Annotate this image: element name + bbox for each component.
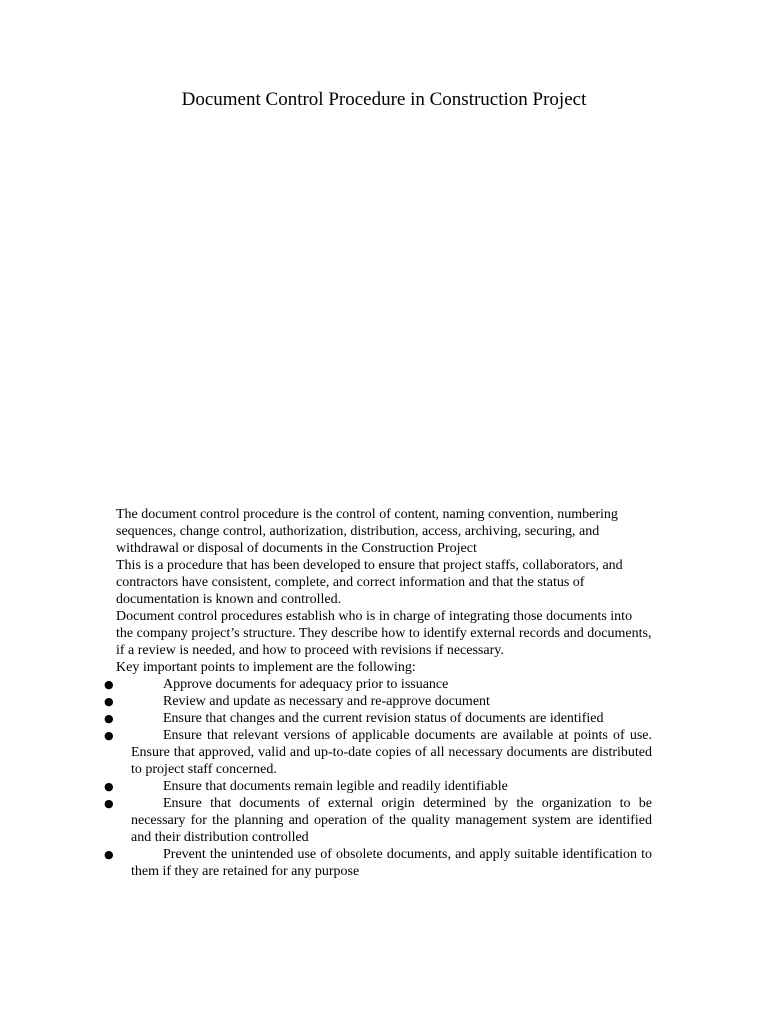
list-item <box>104 846 652 880</box>
bullet-icon: ● <box>104 729 114 742</box>
list-item <box>104 693 652 710</box>
list-item <box>104 676 652 693</box>
paragraph-definition: The document control procedure is the control of content, naming convention, numbering sequences, change control, authorization, distribution, access, archiving, securing, and withdrawal or disposal of documents in the Construction Project <box>116 507 618 556</box>
document-body <box>104 506 652 880</box>
bullet-icon: ● <box>104 780 114 793</box>
list-item-text: Ensure that documents remain legible and readily identifiable <box>163 779 508 794</box>
list-item-text: Review and update as necessary and re-approve document <box>163 694 490 709</box>
bullet-icon: ● <box>104 678 114 691</box>
bullet-icon: ● <box>104 695 114 708</box>
list-item-text: Ensure that relevant versions of applicable documents are available at points of use. Ensure that approved, valid and up-to-date copies of all necessary documents are distributed to project staff concerned. <box>131 728 652 777</box>
bullet-icon: ● <box>104 797 114 810</box>
list-item <box>104 778 652 795</box>
bullet-icon: ● <box>104 848 114 861</box>
paragraph-responsibility: Document control procedures establish who is in charge of integrating those documents into the company project’s structure. They describe how to identify external records and documents, if a review is needed, and how to proceed with revisions if necessary. <box>116 609 652 658</box>
list-item <box>104 727 652 778</box>
paragraph-purpose: This is a procedure that has been developed to ensure that project staffs, collaborators, and contractors have consistent, complete, and correct information and that the status of documentation is known and controlled. <box>116 558 623 607</box>
list-item <box>104 710 652 727</box>
list-item-text: Ensure that documents of external origin determined by the organization to be necessary for the planning and operation of the quality management system are identified and their distribution controlled <box>131 796 652 845</box>
list-item-text: Approve documents for adequacy prior to issuance <box>163 677 449 692</box>
key-points-list <box>104 676 652 880</box>
paragraph-key-points-intro: Key important points to implement are the following: <box>116 660 416 675</box>
list-item-text: Ensure that changes and the current revision status of documents are identified <box>163 711 604 726</box>
list-item-text: Prevent the unintended use of obsolete documents, and apply suitable identification to them if they are retained for any purpose <box>131 847 652 879</box>
document-title: Document Control Procedure in Construction Project <box>181 89 587 110</box>
list-item <box>104 795 652 846</box>
bullet-icon: ● <box>104 712 114 725</box>
